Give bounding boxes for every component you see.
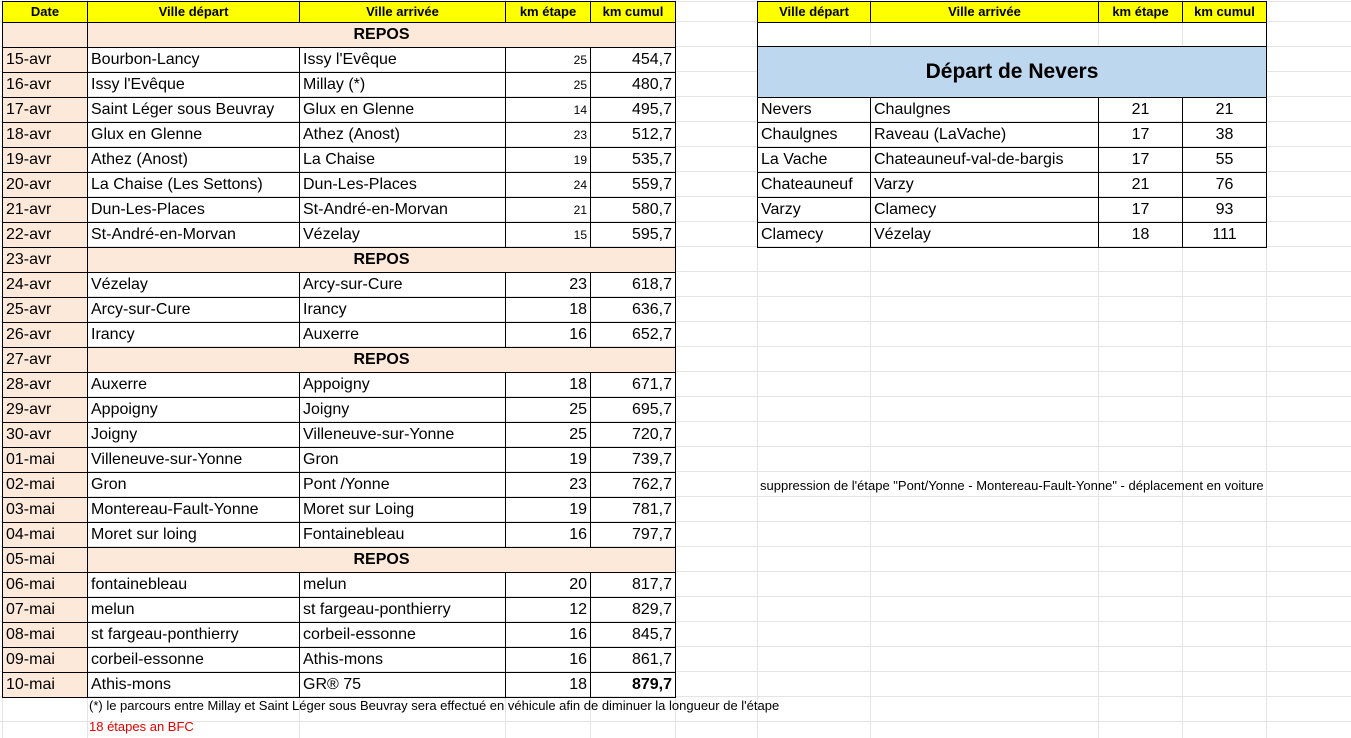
date-cell[interactable]: 18-avr — [3, 123, 88, 148]
ville-arrivee-cell[interactable]: GR® 75 — [300, 673, 506, 698]
nevers-km-cumul-cell[interactable]: 55 — [1183, 148, 1267, 173]
km-etape-cell[interactable]: 25 — [506, 423, 591, 448]
ville-arrivee-cell[interactable]: Joigny — [300, 398, 506, 423]
km-etape-cell[interactable]: 18 — [506, 673, 591, 698]
km-etape-cell[interactable]: 23 — [506, 273, 591, 298]
nevers-row — [758, 148, 1267, 173]
ville-arrivee-cell[interactable]: Athis-mons — [300, 648, 506, 673]
date-cell[interactable]: 28-avr — [3, 373, 88, 398]
nevers-row — [758, 198, 1267, 223]
nevers-title-row — [758, 47, 1267, 98]
km-cumul-cell[interactable]: 512,7 — [591, 123, 676, 148]
nevers-header-ville-depart[interactable]: Ville départ — [758, 2, 871, 23]
date-cell[interactable]: 21-avr — [3, 198, 88, 223]
nevers-arrivee-cell[interactable]: Vézelay — [871, 223, 1099, 248]
km-etape-cell[interactable]: 19 — [506, 498, 591, 523]
date-cell[interactable]: 02-mai — [3, 473, 88, 498]
ville-depart-cell[interactable]: Villeneuve-sur-Yonne — [88, 448, 300, 473]
date-cell[interactable]: 01-mai — [3, 448, 88, 473]
footnote: (*) le parcours entre Millay et Saint Léger sous Beuvray sera effectué en véhicule afin de diminuer la longueur de l'étape — [89, 698, 780, 713]
date-cell[interactable]: 25-avr — [3, 298, 88, 323]
km-etape-cell[interactable]: 18 — [506, 298, 591, 323]
km-cumul-cell[interactable]: 454,7 — [591, 48, 676, 73]
header-date[interactable]: Date — [3, 2, 88, 23]
nevers-km-etape-cell[interactable]: 17 — [1099, 148, 1183, 173]
repos-cell[interactable]: REPOS — [88, 348, 676, 373]
km-etape-cell[interactable]: 21 — [506, 198, 591, 223]
nevers-km-etape-cell[interactable]: 17 — [1099, 198, 1183, 223]
km-cumul-cell[interactable]: 618,7 — [591, 273, 676, 298]
nevers-row — [758, 98, 1267, 123]
km-cumul-cell[interactable]: 636,7 — [591, 298, 676, 323]
nevers-km-cumul-cell[interactable]: 21 — [1183, 98, 1267, 123]
date-cell[interactable]: 29-avr — [3, 398, 88, 423]
nevers-blank-row — [758, 23, 1267, 47]
ville-depart-cell[interactable]: Montereau-Fault-Yonne — [88, 498, 300, 523]
date-cell[interactable]: 26-avr — [3, 323, 88, 348]
ville-arrivee-cell[interactable]: Auxerre — [300, 323, 506, 348]
ville-depart-cell[interactable]: melun — [88, 598, 300, 623]
km-etape-cell[interactable]: 23 — [506, 123, 591, 148]
stage-row — [3, 473, 676, 498]
ville-depart-cell[interactable]: Arcy-sur-Cure — [88, 298, 300, 323]
nevers-km-cumul-cell[interactable]: 38 — [1183, 123, 1267, 148]
repos-cell[interactable]: REPOS — [88, 548, 676, 573]
date-cell[interactable] — [3, 23, 88, 48]
stage-row — [3, 398, 676, 423]
km-cumul-cell[interactable]: 671,7 — [591, 373, 676, 398]
km-cumul-cell[interactable]: 480,7 — [591, 73, 676, 98]
nevers-depart-cell[interactable]: La Vache — [758, 148, 871, 173]
stage-row — [3, 423, 676, 448]
ville-depart-cell[interactable]: Athez (Anost) — [88, 148, 300, 173]
ville-depart-cell[interactable]: fontainebleau — [88, 573, 300, 598]
date-cell[interactable]: 20-avr — [3, 173, 88, 198]
km-cumul-cell[interactable]: 781,7 — [591, 498, 676, 523]
ville-arrivee-cell[interactable]: Villeneuve-sur-Yonne — [300, 423, 506, 448]
nevers-depart-cell[interactable]: Clamecy — [758, 223, 871, 248]
ville-arrivee-cell[interactable]: Moret sur Loing — [300, 498, 506, 523]
stage-row — [3, 98, 676, 123]
nevers-blank-cell[interactable] — [758, 23, 1267, 47]
ville-arrivee-cell[interactable]: Fontainebleau — [300, 523, 506, 548]
ville-arrivee-cell[interactable]: St-André-en-Morvan — [300, 198, 506, 223]
date-cell[interactable]: 08-mai — [3, 623, 88, 648]
stage-row — [3, 648, 676, 673]
km-etape-cell[interactable]: 25 — [506, 398, 591, 423]
stage-row — [3, 673, 676, 698]
date-cell[interactable]: 06-mai — [3, 573, 88, 598]
header-km-etape[interactable]: km étape — [506, 2, 591, 23]
ville-depart-cell[interactable]: Glux en Glenne — [88, 123, 300, 148]
nevers-km-cumul-cell[interactable]: 111 — [1183, 223, 1267, 248]
km-cumul-cell[interactable]: 595,7 — [591, 223, 676, 248]
date-cell[interactable]: 05-mai — [3, 548, 88, 573]
km-cumul-cell[interactable]: 580,7 — [591, 198, 676, 223]
ville-arrivee-cell[interactable]: melun — [300, 573, 506, 598]
km-cumul-cell[interactable]: 739,7 — [591, 448, 676, 473]
km-etape-cell[interactable]: 25 — [506, 48, 591, 73]
nevers-arrivee-cell[interactable]: Raveau (LaVache) — [871, 123, 1099, 148]
ville-depart-cell[interactable]: Appoigny — [88, 398, 300, 423]
ville-arrivee-cell[interactable]: Vézelay — [300, 223, 506, 248]
stage-row — [3, 223, 676, 248]
stage-row — [3, 498, 676, 523]
date-cell[interactable]: 22-avr — [3, 223, 88, 248]
ville-depart-cell[interactable]: Dun-Les-Places — [88, 198, 300, 223]
km-cumul-cell[interactable]: 762,7 — [591, 473, 676, 498]
nevers-header-km-etape[interactable]: km étape — [1099, 2, 1183, 23]
km-etape-cell[interactable]: 24 — [506, 173, 591, 198]
ville-arrivee-cell[interactable]: Dun-Les-Places — [300, 173, 506, 198]
repos-cell[interactable]: REPOS — [88, 248, 676, 273]
km-cumul-cell[interactable]: 797,7 — [591, 523, 676, 548]
itinerary-header-row — [3, 2, 676, 23]
header-ville-arrivee[interactable]: Ville arrivée — [300, 2, 506, 23]
stage-row — [3, 273, 676, 298]
km-etape-cell[interactable]: 16 — [506, 323, 591, 348]
stage-row — [3, 623, 676, 648]
ville-arrivee-cell[interactable]: Pont /Yonne — [300, 473, 506, 498]
km-etape-cell[interactable]: 14 — [506, 98, 591, 123]
nevers-header-ville-arrivee[interactable]: Ville arrivée — [871, 2, 1099, 23]
date-cell[interactable]: 27-avr — [3, 348, 88, 373]
stage-row — [3, 448, 676, 473]
ville-arrivee-cell[interactable]: Irancy — [300, 298, 506, 323]
km-cumul-cell[interactable]: 879,7 — [591, 673, 676, 698]
ville-depart-cell[interactable]: Auxerre — [88, 373, 300, 398]
date-cell[interactable]: 09-mai — [3, 648, 88, 673]
stage-row — [3, 573, 676, 598]
ville-arrivee-cell[interactable]: La Chaise — [300, 148, 506, 173]
date-cell[interactable]: 10-mai — [3, 673, 88, 698]
km-etape-cell[interactable]: 15 — [506, 223, 591, 248]
nevers-depart-cell[interactable]: Nevers — [758, 98, 871, 123]
ville-arrivee-cell[interactable]: Gron — [300, 448, 506, 473]
nevers-km-etape-cell[interactable]: 21 — [1099, 173, 1183, 198]
etapes-note: 18 étapes an BFC — [89, 719, 194, 734]
km-etape-cell[interactable]: 16 — [506, 648, 591, 673]
date-cell[interactable]: 04-mai — [3, 523, 88, 548]
nevers-arrivee-cell[interactable]: Chateauneuf-val-de-bargis — [871, 148, 1099, 173]
nevers-km-cumul-cell[interactable]: 93 — [1183, 198, 1267, 223]
ville-arrivee-cell[interactable]: st fargeau-ponthierry — [300, 598, 506, 623]
ville-arrivee-cell[interactable]: Issy l'Evêque — [300, 48, 506, 73]
km-etape-cell[interactable]: 19 — [506, 148, 591, 173]
ville-depart-cell[interactable]: La Chaise (Les Settons) — [88, 173, 300, 198]
date-cell[interactable]: 03-mai — [3, 498, 88, 523]
date-cell[interactable]: 15-avr — [3, 48, 88, 73]
nevers-arrivee-cell[interactable]: Clamecy — [871, 198, 1099, 223]
nevers-row — [758, 173, 1267, 198]
stage-row — [3, 73, 676, 98]
ville-depart-cell[interactable]: St-André-en-Morvan — [88, 223, 300, 248]
stage-row — [3, 48, 676, 73]
ville-depart-cell[interactable]: st fargeau-ponthierry — [88, 623, 300, 648]
suppression-note: suppression de l'étape "Pont/Yonne - Montereau-Fault-Yonne" - déplacement en voiture — [760, 478, 1264, 493]
itinerary-table — [2, 1, 676, 698]
nevers-km-etape-cell[interactable]: 17 — [1099, 123, 1183, 148]
nevers-row — [758, 123, 1267, 148]
ville-depart-cell[interactable]: Issy l'Evêque — [88, 73, 300, 98]
stage-row — [3, 523, 676, 548]
date-cell[interactable]: 23-avr — [3, 248, 88, 273]
ville-arrivee-cell[interactable]: Athez (Anost) — [300, 123, 506, 148]
header-km-cumul[interactable]: km cumul — [591, 2, 676, 23]
date-cell[interactable]: 24-avr — [3, 273, 88, 298]
nevers-km-etape-cell[interactable]: 21 — [1099, 98, 1183, 123]
km-etape-cell[interactable]: 19 — [506, 448, 591, 473]
km-cumul-cell[interactable]: 817,7 — [591, 573, 676, 598]
nevers-arrivee-cell[interactable]: Chaulgnes — [871, 98, 1099, 123]
date-cell[interactable]: 30-avr — [3, 423, 88, 448]
km-cumul-cell[interactable]: 652,7 — [591, 323, 676, 348]
nevers-km-cumul-cell[interactable]: 76 — [1183, 173, 1267, 198]
ville-depart-cell[interactable]: Irancy — [88, 323, 300, 348]
km-cumul-cell[interactable]: 695,7 — [591, 398, 676, 423]
nevers-depart-cell[interactable]: Varzy — [758, 198, 871, 223]
ville-arrivee-cell[interactable]: Glux en Glenne — [300, 98, 506, 123]
date-cell[interactable]: 17-avr — [3, 98, 88, 123]
ville-depart-cell[interactable]: Joigny — [88, 423, 300, 448]
ville-arrivee-cell[interactable]: Millay (*) — [300, 73, 506, 98]
km-cumul-cell[interactable]: 535,7 — [591, 148, 676, 173]
ville-depart-cell[interactable]: Saint Léger sous Beuvray — [88, 98, 300, 123]
km-cumul-cell[interactable]: 829,7 — [591, 598, 676, 623]
km-etape-cell[interactable]: 20 — [506, 573, 591, 598]
km-cumul-cell[interactable]: 495,7 — [591, 98, 676, 123]
km-cumul-cell[interactable]: 559,7 — [591, 173, 676, 198]
km-cumul-cell[interactable]: 720,7 — [591, 423, 676, 448]
km-etape-cell[interactable]: 25 — [506, 73, 591, 98]
date-cell[interactable]: 19-avr — [3, 148, 88, 173]
ville-depart-cell[interactable]: Moret sur loing — [88, 523, 300, 548]
ville-depart-cell[interactable]: corbeil-essonne — [88, 648, 300, 673]
km-etape-cell[interactable]: 23 — [506, 473, 591, 498]
nevers-header-row — [758, 2, 1267, 23]
km-etape-cell[interactable]: 16 — [506, 523, 591, 548]
km-etape-cell[interactable]: 16 — [506, 623, 591, 648]
repos-row — [3, 348, 676, 373]
stage-row — [3, 123, 676, 148]
repos-row — [3, 548, 676, 573]
ville-arrivee-cell[interactable]: Arcy-sur-Cure — [300, 273, 506, 298]
ville-depart-cell[interactable]: Bourbon-Lancy — [88, 48, 300, 73]
ville-depart-cell[interactable]: Gron — [88, 473, 300, 498]
stage-row — [3, 198, 676, 223]
km-cumul-cell[interactable]: 861,7 — [591, 648, 676, 673]
stage-row — [3, 323, 676, 348]
stage-row — [3, 173, 676, 198]
nevers-km-etape-cell[interactable]: 18 — [1099, 223, 1183, 248]
stage-row — [3, 373, 676, 398]
nevers-depart-cell[interactable]: Chateauneuf — [758, 173, 871, 198]
km-cumul-cell[interactable]: 845,7 — [591, 623, 676, 648]
repos-row — [3, 248, 676, 273]
ville-arrivee-cell[interactable]: Appoigny — [300, 373, 506, 398]
header-ville-depart[interactable]: Ville départ — [88, 2, 300, 23]
nevers-table — [757, 1, 1267, 248]
stage-row — [3, 148, 676, 173]
nevers-header-km-cumul[interactable]: km cumul — [1183, 2, 1267, 23]
km-etape-cell[interactable]: 12 — [506, 598, 591, 623]
ville-depart-cell[interactable]: Vézelay — [88, 273, 300, 298]
ville-depart-cell[interactable]: Athis-mons — [88, 673, 300, 698]
nevers-arrivee-cell[interactable]: Varzy — [871, 173, 1099, 198]
km-etape-cell[interactable]: 18 — [506, 373, 591, 398]
nevers-depart-cell[interactable]: Chaulgnes — [758, 123, 871, 148]
repos-row — [3, 23, 676, 48]
stage-row — [3, 598, 676, 623]
stage-row — [3, 298, 676, 323]
ville-arrivee-cell[interactable]: corbeil-essonne — [300, 623, 506, 648]
repos-cell[interactable]: REPOS — [88, 23, 676, 48]
date-cell[interactable]: 07-mai — [3, 598, 88, 623]
nevers-title[interactable]: Départ de Nevers — [758, 47, 1267, 98]
date-cell[interactable]: 16-avr — [3, 73, 88, 98]
nevers-row — [758, 223, 1267, 248]
